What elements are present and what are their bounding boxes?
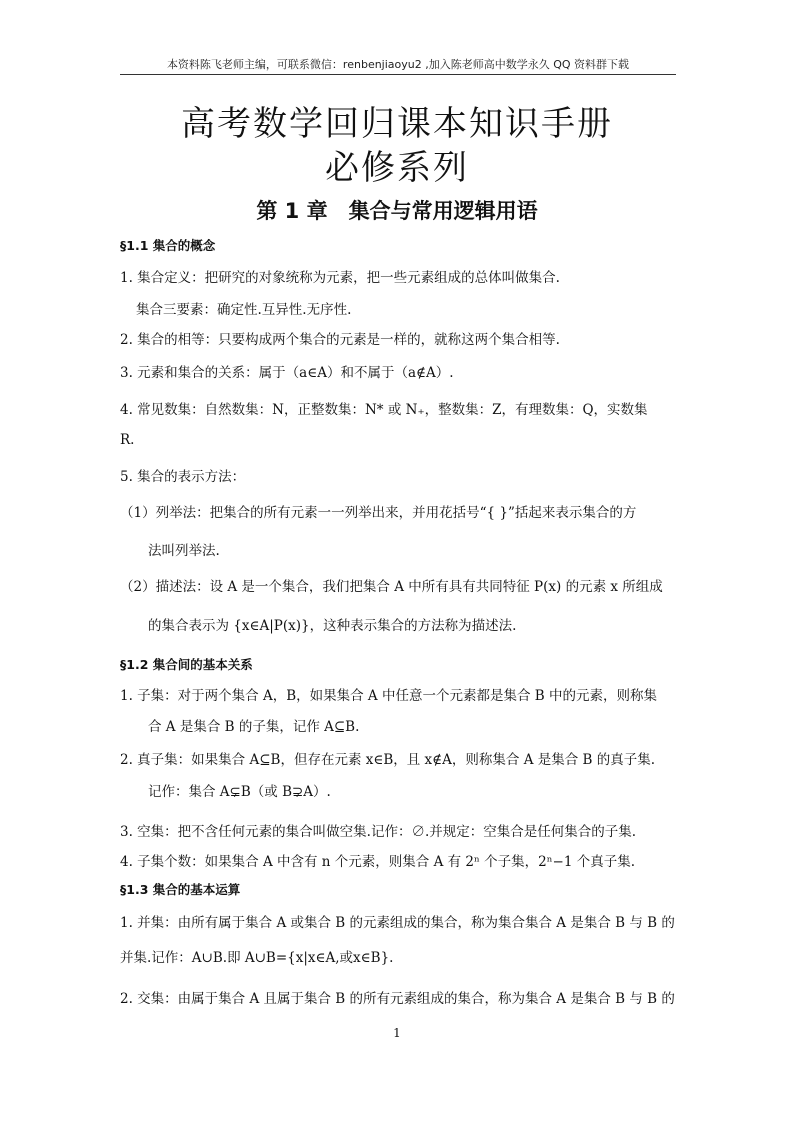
section-heading-1-2: §1.2 集合间的基本关系	[120, 657, 253, 672]
page-header-note: 本资料陈飞老师主编，可联系微信：renbenjiaoyu2 ,加入陈老师高中数学永久 QQ 资料群下载	[166, 58, 630, 71]
paragraph-line: 记作：集合 A⊊B（或 B⊋A）.	[148, 784, 331, 800]
page-number: 1	[393, 1026, 401, 1040]
paragraph-line: 2. 集合的相等：只要构成两个集合的元素是一样的，就称这两个集合相等.	[120, 332, 560, 348]
paragraph-line: 4. 常见数集：自然数集：N，正整数集：N* 或 N₊，整数集：Z，有理数集：Q，实数集	[120, 402, 648, 418]
paragraph-line: 3. 元素和集合的关系：属于（a∈A）和不属于（a∉A）.	[120, 365, 454, 381]
paragraph-line: 1. 并集：由所有属于集合 A 或集合 B 的元素组成的集合，称为集合集合 A 是集合 B 与 B 的	[120, 915, 675, 931]
paragraph-line: 4. 子集个数：如果集合 A 中含有 n 个元素，则集合 A 有 2ⁿ 个子集，2ⁿ−1 个真子集.	[120, 854, 636, 870]
paragraph-line: 1. 集合定义：把研究的对象统称为元素，把一些元素组成的总体叫做集合.	[120, 270, 560, 286]
document-subtitle: 必修系列	[325, 148, 469, 188]
chapter-heading: 第 1 章 集合与常用逻辑用语	[256, 199, 538, 223]
paragraph-line: 2. 真子集：如果集合 A⊆B，但存在元素 x∈B，且 x∉A，则称集合 A 是集合 B 的真子集.	[120, 752, 656, 768]
paragraph-line: 法叫列举法.	[148, 543, 220, 559]
paragraph-line: 1. 子集：对于两个集合 A，B，如果集合 A 中任意一个元素都是集合 B 中的元素，则称集	[120, 688, 657, 704]
section-heading-1-1: §1.1 集合的概念	[120, 238, 216, 253]
paragraph-line: （2）描述法：设 A 是一个集合，我们把集合 A 中所有具有共同特征 P(x) 的元素 x 所组成	[120, 579, 663, 595]
header-divider	[120, 74, 676, 75]
paragraph-line: 并集.记作：A∪B.即 A∪B={x|x∈A,或x∈B}.	[120, 950, 394, 966]
paragraph-line: 合 A 是集合 B 的子集，记作 A⊆B.	[148, 719, 360, 735]
section-heading-1-3: §1.3 集合的基本运算	[120, 882, 241, 897]
paragraph-line: 2. 交集：由属于集合 A 且属于集合 B 的所有元素组成的集合，称为集合 A 是集合 B 与 B 的	[120, 991, 675, 1007]
paragraph-line: 5. 集合的表示方法：	[120, 469, 246, 485]
document-title: 高考数学回归课本知识手册	[181, 104, 613, 144]
paragraph-line: （1）列举法：把集合的所有元素一一列举出来，并用花括号“{ }”括起来表示集合的方	[120, 505, 637, 521]
paragraph-line: 集合三要素：确定性.互异性.无序性.	[136, 302, 352, 318]
paragraph-line: 的集合表示为 {x∈A|P(x)}，这种表示集合的方法称为描述法.	[148, 618, 517, 634]
paragraph-line: 3. 空集：把不含任何元素的集合叫做空集.记作：∅.并规定：空集合是任何集合的子集.	[120, 824, 637, 840]
paragraph-line: R.	[120, 432, 135, 448]
